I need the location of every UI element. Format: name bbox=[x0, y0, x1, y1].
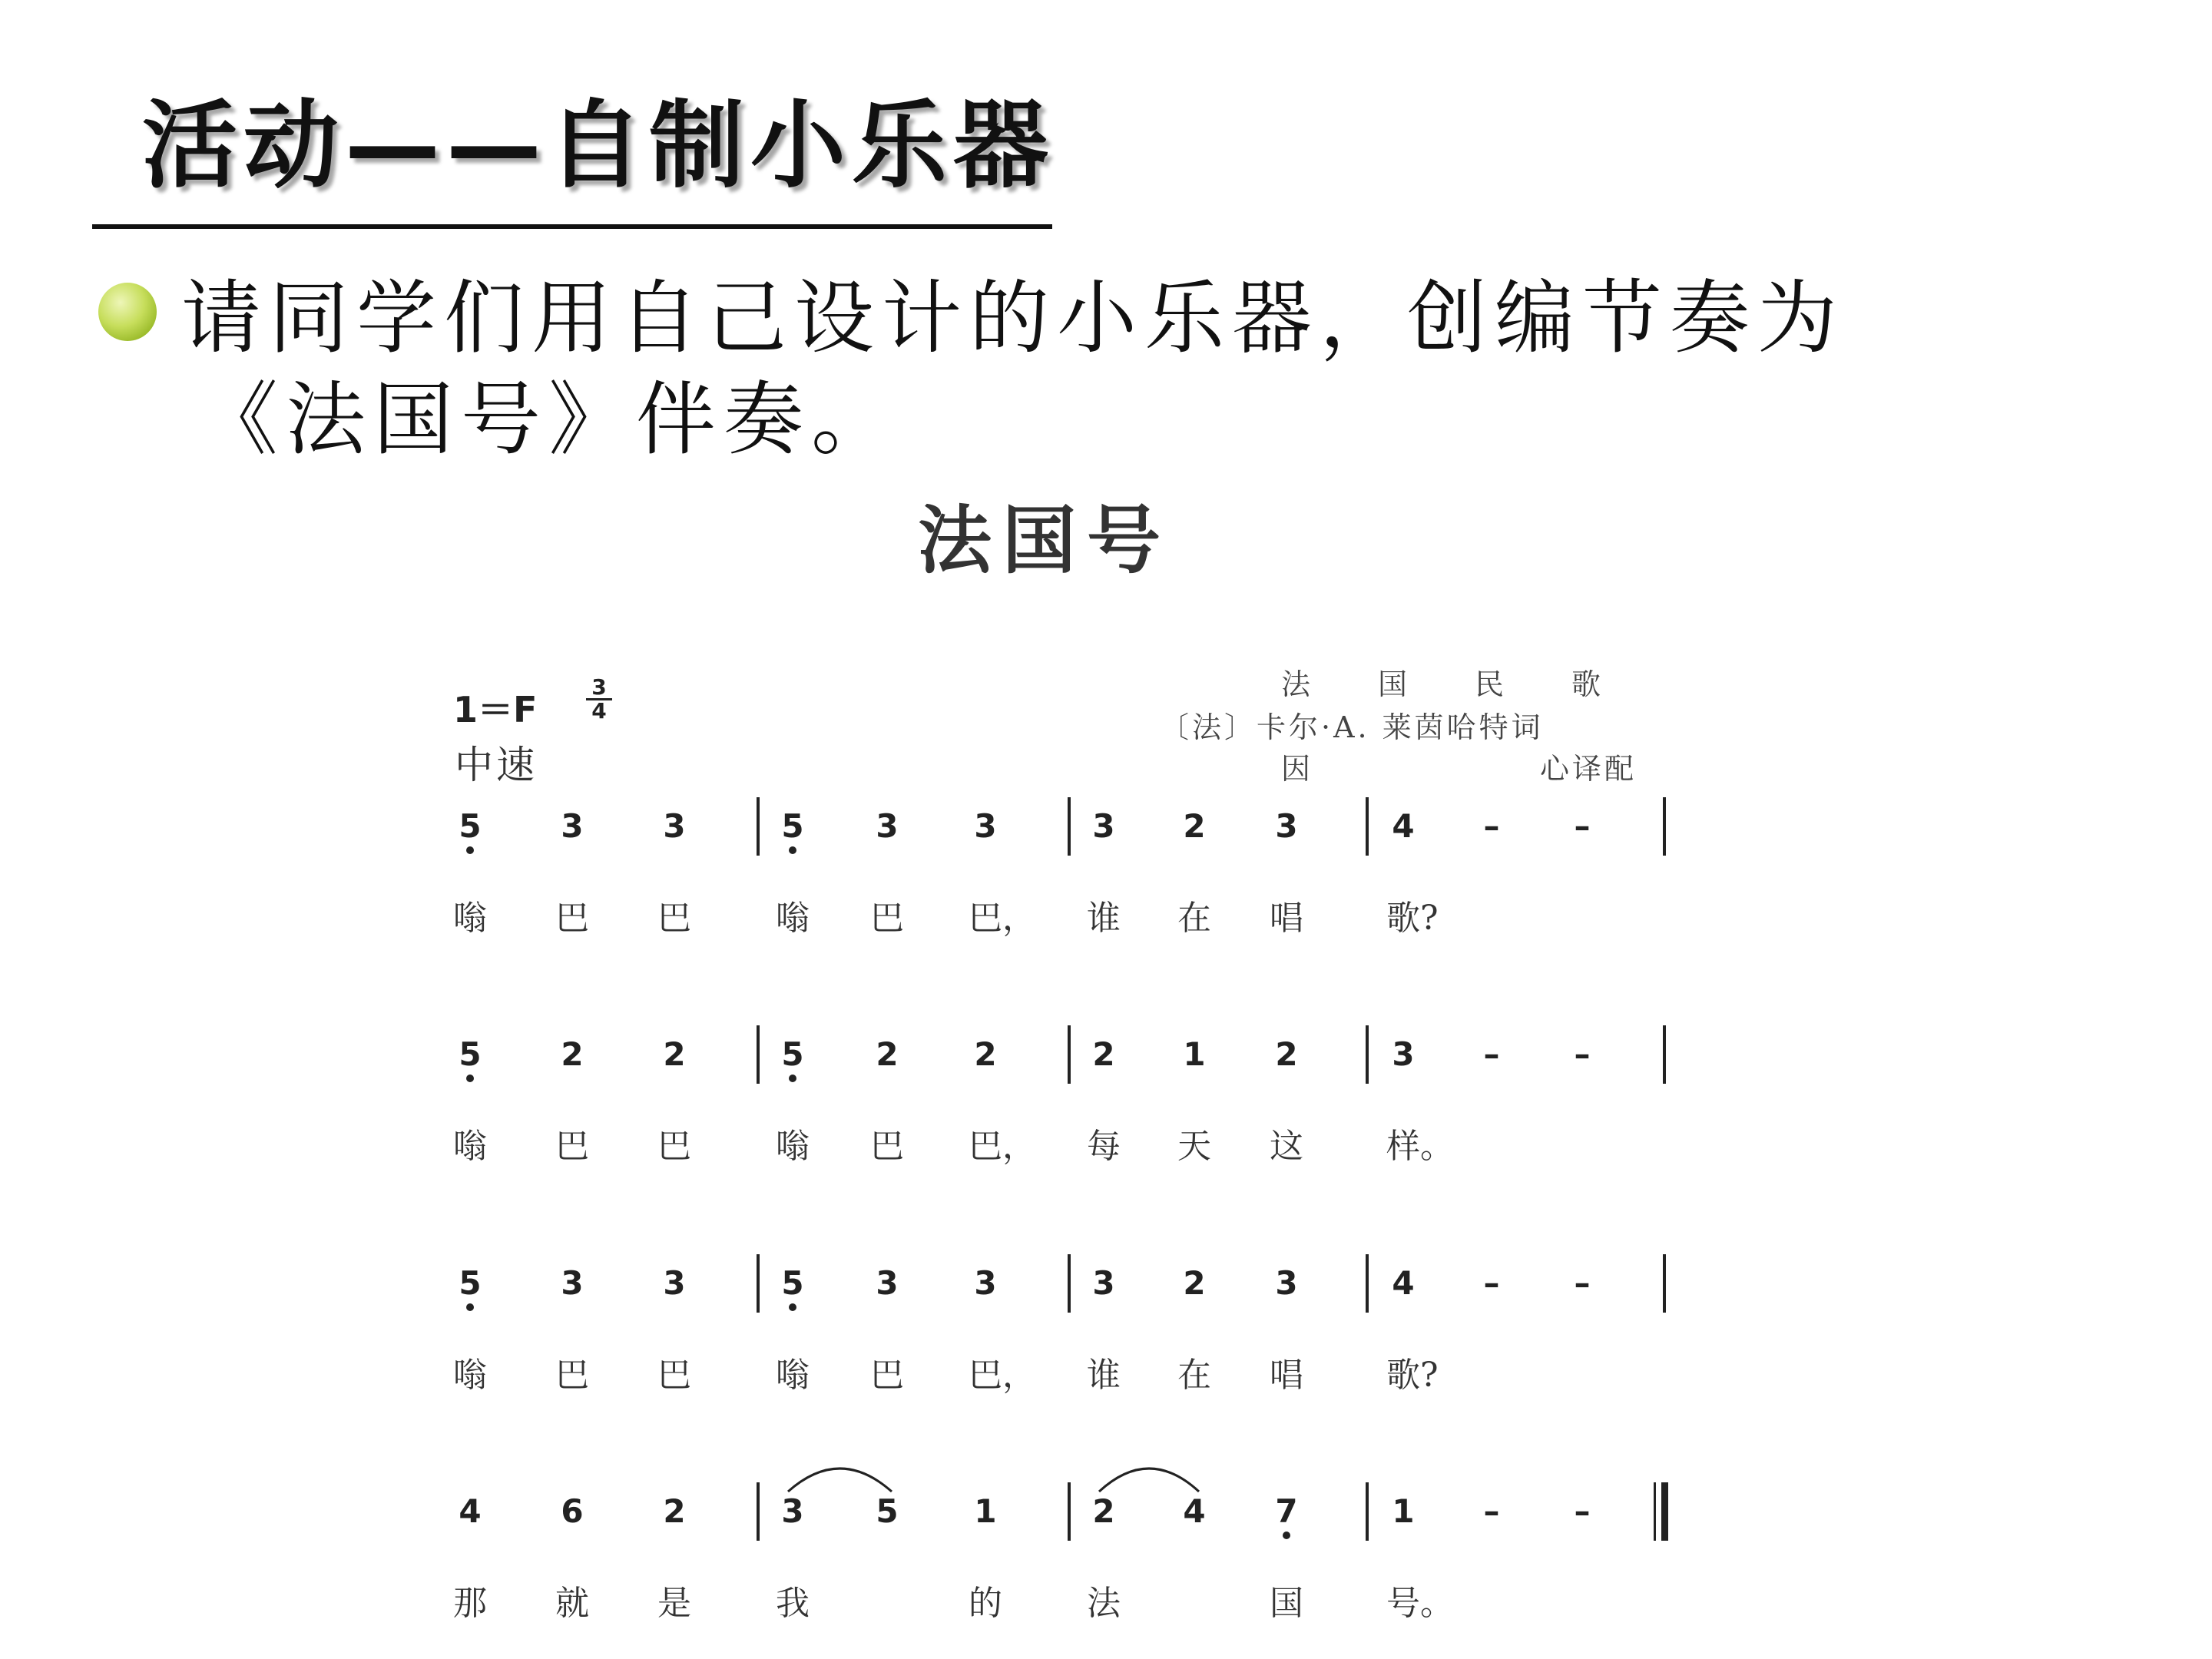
note: 2 bbox=[876, 1035, 899, 1073]
lyric-syllable: 巴 bbox=[657, 899, 691, 938]
barline bbox=[1663, 1254, 1666, 1313]
barline bbox=[1068, 797, 1071, 856]
lyric-syllable: 嗡 bbox=[776, 1127, 810, 1166]
lyric-syllable: 巴， bbox=[969, 899, 1036, 938]
song-title: 法国号 bbox=[918, 497, 1171, 584]
credit-translator-right: 心译配 bbox=[1540, 752, 1637, 786]
note: 5 bbox=[459, 807, 482, 845]
note: 3 bbox=[974, 1264, 997, 1302]
note: 5 bbox=[781, 807, 804, 845]
lyric-syllable: 国 bbox=[1270, 1584, 1303, 1623]
lyric-syllable: 巴， bbox=[969, 1127, 1036, 1166]
note: 7 bbox=[1275, 1492, 1298, 1530]
note: – bbox=[1483, 1264, 1500, 1302]
low-octave-dot bbox=[466, 1303, 474, 1311]
note: – bbox=[1574, 1264, 1591, 1302]
lyric-syllable: 天 bbox=[1177, 1127, 1211, 1166]
time-signature-bottom: 4 bbox=[591, 698, 607, 724]
final-barline-thick bbox=[1661, 1482, 1668, 1541]
barline bbox=[1366, 797, 1369, 856]
note: 6 bbox=[561, 1492, 584, 1530]
note: 5 bbox=[876, 1492, 899, 1530]
lyric-syllable: 巴 bbox=[555, 899, 589, 938]
note: 2 bbox=[974, 1035, 997, 1073]
note: 3 bbox=[1275, 807, 1298, 845]
lyric-syllable: 巴 bbox=[555, 1127, 589, 1166]
note: 3 bbox=[876, 1264, 899, 1302]
lyric-syllable: 嗡 bbox=[776, 1356, 810, 1395]
lyric-syllable: 的 bbox=[969, 1584, 1002, 1623]
lyric-syllable: 在 bbox=[1177, 899, 1211, 938]
low-octave-dot bbox=[466, 846, 474, 854]
lyric-syllable: 巴 bbox=[870, 1356, 904, 1395]
note: 2 bbox=[1183, 807, 1206, 845]
note: 3 bbox=[781, 1492, 804, 1530]
lyric-syllable: 我 bbox=[776, 1584, 810, 1623]
slur bbox=[788, 1469, 892, 1492]
note: 3 bbox=[663, 807, 686, 845]
lyric-syllable: 号。 bbox=[1386, 1584, 1454, 1623]
final-barline-thin bbox=[1654, 1482, 1656, 1541]
barline bbox=[1068, 1482, 1071, 1541]
lyric-syllable: 就 bbox=[555, 1584, 589, 1623]
low-octave-dot bbox=[789, 1303, 796, 1311]
note: 3 bbox=[876, 807, 899, 845]
barline bbox=[1366, 1025, 1369, 1084]
bullet-line-1: 请同学们用自己设计的小乐器，创编节奏为 bbox=[181, 271, 1846, 365]
note: 1 bbox=[974, 1492, 997, 1530]
time-signature-top: 3 bbox=[591, 674, 607, 700]
note: 2 bbox=[1183, 1264, 1206, 1302]
note: 4 bbox=[459, 1492, 482, 1530]
lyric-syllable: 巴 bbox=[657, 1127, 691, 1166]
lyric-syllable: 巴 bbox=[657, 1356, 691, 1395]
low-octave-dot bbox=[789, 1075, 796, 1082]
note: 3 bbox=[663, 1264, 686, 1302]
lyric-syllable: 嗡 bbox=[453, 1356, 487, 1395]
note: 3 bbox=[974, 807, 997, 845]
note: 5 bbox=[459, 1035, 482, 1073]
slide-title: 活动——自制小乐器 bbox=[142, 91, 1055, 201]
lyric-syllable: 这 bbox=[1270, 1127, 1303, 1166]
lyric-syllable: 巴 bbox=[870, 1127, 904, 1166]
note: – bbox=[1483, 1035, 1500, 1073]
lyric-syllable: 谁 bbox=[1087, 1356, 1121, 1395]
note: – bbox=[1574, 1035, 1591, 1073]
note: 3 bbox=[1392, 1035, 1415, 1073]
barline bbox=[1663, 1025, 1666, 1084]
lyric-syllable: 巴 bbox=[555, 1356, 589, 1395]
low-octave-dot bbox=[1283, 1532, 1290, 1539]
note: – bbox=[1483, 807, 1500, 845]
lyric-syllable: 唱 bbox=[1270, 899, 1303, 938]
note: 2 bbox=[1092, 1035, 1115, 1073]
note: 4 bbox=[1392, 807, 1415, 845]
low-octave-dot bbox=[789, 846, 796, 854]
note: 4 bbox=[1183, 1492, 1206, 1530]
barline bbox=[757, 1025, 760, 1084]
lyric-syllable: 嗡 bbox=[453, 1127, 487, 1166]
note: 2 bbox=[663, 1035, 686, 1073]
note: 5 bbox=[459, 1264, 482, 1302]
note: 2 bbox=[663, 1492, 686, 1530]
lyric-syllable: 样。 bbox=[1386, 1127, 1454, 1166]
barline bbox=[1068, 1025, 1071, 1084]
note: 3 bbox=[1275, 1264, 1298, 1302]
barline bbox=[1366, 1482, 1369, 1541]
lyric-syllable: 巴， bbox=[969, 1356, 1036, 1395]
note: 2 bbox=[1275, 1035, 1298, 1073]
bullet-line-2: 《法国号》伴奏。 bbox=[198, 373, 899, 466]
slur bbox=[1099, 1469, 1199, 1492]
barline bbox=[757, 1254, 760, 1313]
lyric-syllable: 那 bbox=[453, 1584, 487, 1623]
credit-origin: 法 国 民 歌 bbox=[1281, 667, 1604, 701]
note: – bbox=[1574, 1492, 1591, 1530]
key-signature: 1＝F bbox=[453, 689, 538, 730]
note: 5 bbox=[781, 1035, 804, 1073]
tempo-marking: 中速 bbox=[455, 743, 538, 787]
lyric-syllable: 法 bbox=[1087, 1584, 1121, 1623]
note: 2 bbox=[561, 1035, 584, 1073]
credit-lyricist: 〔法〕卡尔·A. 莱茵哈特词 bbox=[1160, 710, 1544, 744]
lyric-syllable: 谁 bbox=[1087, 899, 1121, 938]
lyric-syllable: 每 bbox=[1087, 1127, 1121, 1166]
barline bbox=[1366, 1254, 1369, 1313]
note: 4 bbox=[1392, 1264, 1415, 1302]
note: 1 bbox=[1392, 1492, 1415, 1530]
note: 1 bbox=[1183, 1035, 1206, 1073]
lyric-syllable: 在 bbox=[1177, 1356, 1211, 1395]
barline bbox=[757, 1482, 760, 1541]
note: 2 bbox=[1092, 1492, 1115, 1530]
barline bbox=[1663, 797, 1666, 856]
lyric-syllable: 歌? bbox=[1386, 899, 1439, 938]
note: 3 bbox=[561, 807, 584, 845]
lyric-syllable: 嗡 bbox=[776, 899, 810, 938]
note: – bbox=[1483, 1492, 1500, 1530]
note: 5 bbox=[781, 1264, 804, 1302]
note: 3 bbox=[1092, 1264, 1115, 1302]
note: 3 bbox=[561, 1264, 584, 1302]
lyric-syllable: 唱 bbox=[1270, 1356, 1303, 1395]
barline bbox=[757, 797, 760, 856]
barline bbox=[1068, 1254, 1071, 1313]
lyric-syllable: 嗡 bbox=[453, 899, 487, 938]
lyric-syllable: 是 bbox=[657, 1584, 691, 1623]
note: – bbox=[1574, 807, 1591, 845]
lyric-syllable: 巴 bbox=[870, 899, 904, 938]
low-octave-dot bbox=[466, 1075, 474, 1082]
lyric-syllable: 歌? bbox=[1386, 1356, 1439, 1395]
credit-translator-left: 因 bbox=[1281, 752, 1314, 786]
note: 3 bbox=[1092, 807, 1115, 845]
